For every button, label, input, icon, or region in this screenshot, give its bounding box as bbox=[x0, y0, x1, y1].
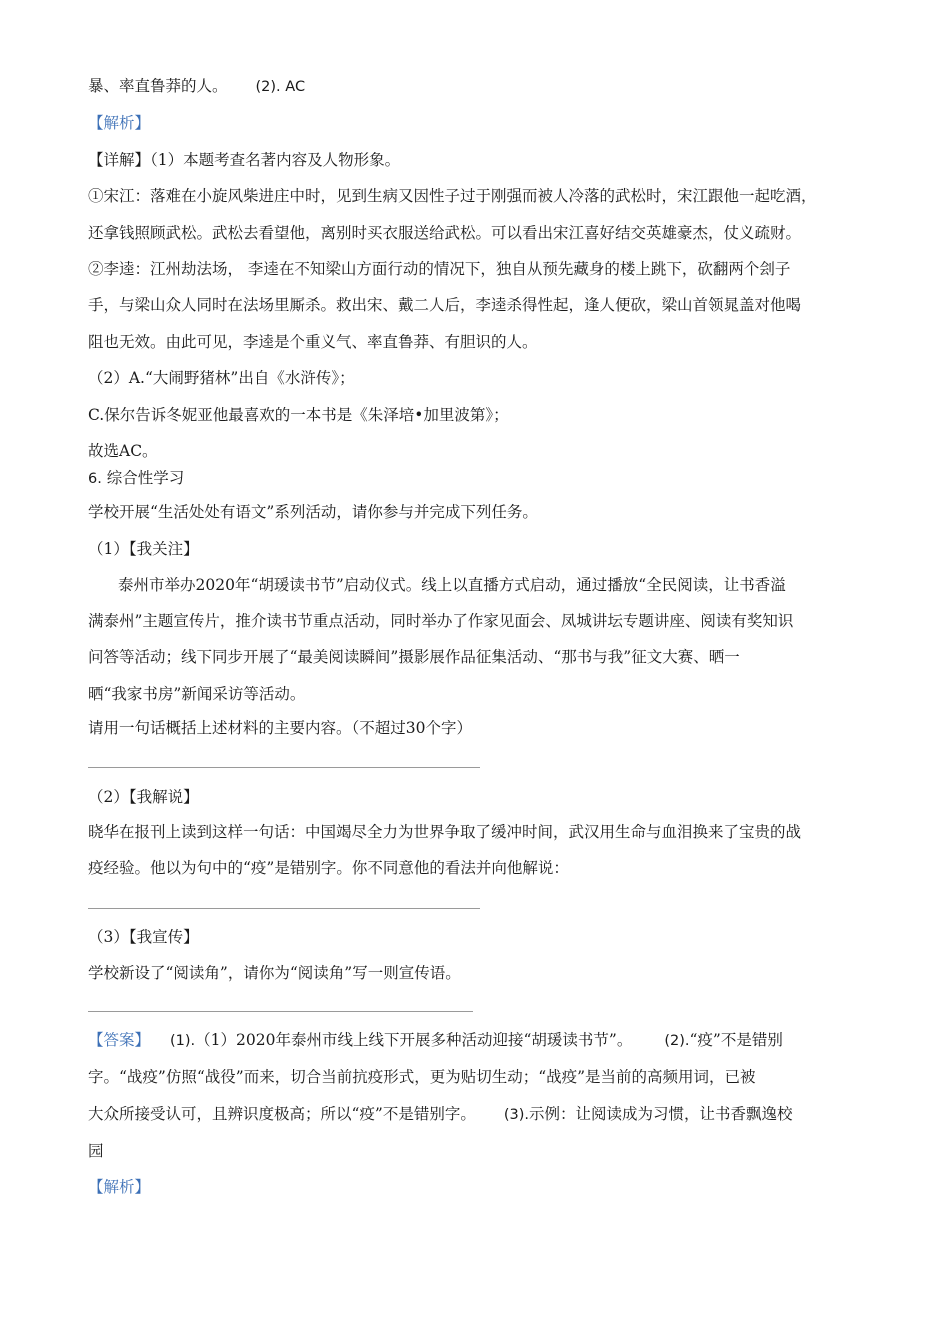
text-line: 请用一句话概括上述材料的主要内容。（不超过30个字） bbox=[88, 719, 472, 737]
text-segment: 暴、率直鲁莽的人。 bbox=[88, 77, 228, 95]
text-line: 疫经验。他以为句中的“疫”是错别字。你不同意他的看法并向他解说： bbox=[88, 859, 569, 877]
item-number: (3). bbox=[503, 1107, 530, 1123]
text-line: 阻也无效。由此可见，李逵是个重义气、率直鲁莽、有胆识的人。 bbox=[88, 333, 538, 351]
text-segment: （1）2020年泰州市线上线下开展多种活动迎接“胡瑗读书节”。 bbox=[195, 1031, 633, 1049]
item-number: (2). bbox=[255, 79, 281, 95]
text-segment: AC bbox=[280, 79, 306, 95]
text-line: 学校新设了“阅读角”，请你为“阅读角”写一则宣传语。 bbox=[88, 964, 461, 982]
answer-line bbox=[88, 908, 480, 909]
text-line: 手，与梁山众人同时在法场里厮杀。救出宋、戴二人后，李逵杀得性起，逢人便砍，梁山首领晁盖对他喝 bbox=[88, 296, 802, 314]
text-line bbox=[88, 1103, 793, 1126]
material-line: 泰州市举办2020年“胡瑗读书节”启动仪式。线上以直播方式启动，通过播放“全民阅读，让书香溢 bbox=[118, 576, 786, 594]
material-line: 问答等活动；线下同步开展了“最美阅读瞬间”摄影展作品征集活动、“那书与我”征文大赛、晒一 bbox=[88, 648, 740, 666]
subquestion-heading: （1）【我关注】 bbox=[88, 540, 199, 558]
answer-line bbox=[88, 767, 480, 768]
answer-line bbox=[88, 1011, 473, 1012]
text-line: ②李逵：江州劫法场， 李逵在不知梁山方面行动的情况下，独自从预先藏身的楼上跳下，砍翻两个刽子 bbox=[88, 260, 791, 278]
text-line: C.保尔告诉冬妮亚他最喜欢的一本书是《朱泽培•加里波第》； bbox=[88, 406, 509, 424]
question-number: 6. bbox=[88, 471, 102, 487]
analysis-heading: 【解析】 bbox=[88, 114, 151, 132]
text-segment: “疫”不是错别 bbox=[689, 1031, 783, 1049]
material-line: 晒“我家书房”新闻采访等活动。 bbox=[88, 685, 306, 703]
text-line: ①宋江：落难在小旋风柴进庄中时，见到生病又因性子过于刚强而被人冷落的武松时，宋江跟他一起吃酒， bbox=[88, 187, 817, 205]
text-line: 【详解】（1）本题考查名著内容及人物形象。 bbox=[88, 151, 401, 169]
text-line: 故选AC。 bbox=[88, 442, 158, 460]
answer-line-text bbox=[88, 1029, 783, 1052]
text-segment: 大众所接受认可，且辨识度极高；所以“疫”不是错别字。 bbox=[88, 1105, 476, 1123]
text-segment: 示例：让阅读成为习惯，让书香飘逸校 bbox=[529, 1105, 793, 1123]
analysis-heading: 【解析】 bbox=[88, 1178, 151, 1196]
text-line: 学校开展“生活处处有语文”系列活动，请你参与并完成下列任务。 bbox=[88, 503, 538, 521]
answer-tag: 【答案】 bbox=[88, 1031, 151, 1049]
text-line: 字。“战疫”仿照“战役”而来，切合当前抗疫形式，更为贴切生动；“战疫”是当前的高频用词，已被 bbox=[88, 1068, 756, 1086]
item-number: (2). bbox=[664, 1033, 690, 1049]
text-line bbox=[88, 75, 305, 98]
question-heading bbox=[88, 467, 184, 490]
text-line: 园 bbox=[88, 1142, 104, 1160]
question-title: 综合性学习 bbox=[101, 469, 185, 487]
text-line: 还拿钱照顾武松。武松去看望他，离别时买衣服送给武松。可以看出宋江喜好结交英雄豪杰，仗义疏财。 bbox=[88, 224, 802, 242]
item-number: (1). bbox=[170, 1033, 196, 1049]
text-line: 晓华在报刊上读到这样一句话：中国竭尽全力为世界争取了缓冲时间，武汉用生命与血泪换来了宝贵的战 bbox=[88, 823, 802, 841]
text-line: （2）A.“大闹野猪林”出自《水浒传》； bbox=[88, 369, 355, 387]
subquestion-heading: （2）【我解说】 bbox=[88, 788, 199, 806]
material-line: 满泰州”主题宣传片，推介读书节重点活动，同时举办了作家见面会、凤城讲坛专题讲座、阅读有奖知识 bbox=[88, 612, 794, 630]
subquestion-heading: （3）【我宣传】 bbox=[88, 928, 199, 946]
